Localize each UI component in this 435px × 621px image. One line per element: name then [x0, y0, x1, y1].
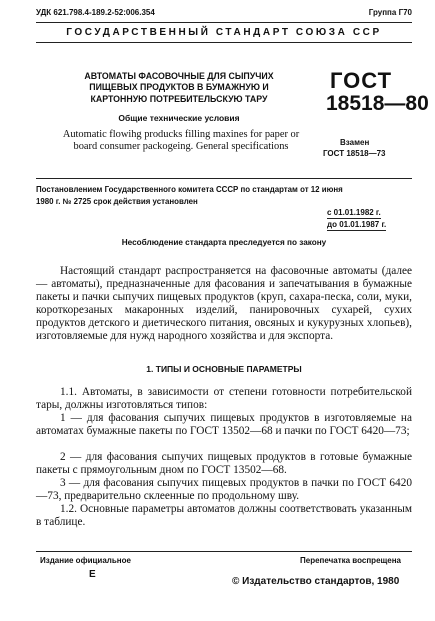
document-subtitle: Общие технические условия [118, 113, 240, 123]
udk-code: УДК 621.798.4-189.2-52:006.354 [36, 8, 155, 17]
intro-paragraph: Настоящий стандарт распространяется на фасовочные автоматы (далее — автоматы), предназначенные для фасования и запечатывания в бумажные пакеты и пачки сыпучих пищевых продуктов (круп, сахара-песка, соли, муки, короткорезаных макаронных изделий, панировочных сухарей, сухих продуктов детского и диетического питания, овсяных и кукурузных хлопьев), изготовляемые для нужд народного хозяйства и для экспорта. [36, 265, 412, 342]
english-title-line: Automatic flowihg producks filling maxines for paper or [62, 129, 300, 140]
top-rule [36, 22, 412, 23]
english-title [36, 129, 326, 154]
paragraph-type-1: 1 — для фасования сыпучих пищевых продуктов в изготовляемые на автоматах бумажные пакеты по ГОСТ 13502—68 и пачки по ГОСТ 6420—73; [36, 412, 412, 437]
paragraph-1-2: 1.2. Основные параметры автоматов должны соответствовать указанным в таблице. [36, 503, 412, 528]
reprint-notice: Перепечатка воспрещена [300, 556, 401, 565]
edition-letter: Е [89, 569, 96, 580]
official-edition: Издание официальное [40, 556, 131, 565]
title-line: КАРТОННУЮ ПОТРЕБИТЕЛЬСКУЮ ТАРУ [90, 93, 268, 104]
replaced-standard: ГОСТ 18518—73 [323, 149, 386, 158]
document-title [48, 71, 310, 105]
decree-line: 1980 г. № 2725 срок действия установлен [36, 196, 198, 206]
title-line: АВТОМАТЫ ФАСОВОЧНЫЕ ДЛЯ СЫПУЧИХ [84, 71, 274, 81]
copyright: © Издательство стандартов, 1980 [232, 576, 400, 587]
paragraph-type-2: 2 — для фасования сыпучих пищевых продуктов в готовые бумажные пакеты с прямоугольным дном по ГОСТ 13502—68. [36, 451, 412, 476]
state-standard-heading: ГОСУДАРСТВЕННЫЙ СТАНДАРТ СОЮЗА ССР [66, 27, 382, 38]
footer-rule [36, 551, 412, 552]
paragraph-type-3: 3 — для фасования сыпучих пищевых продуктов в пачки по ГОСТ 6420—73, предварительно склеенные по продольному шву. [36, 477, 412, 502]
header-bottom-rule [36, 42, 412, 43]
replaces-label: Взамен [340, 138, 370, 147]
english-title-line: board consumer packogeing. General specifications [73, 141, 289, 153]
title-line: ПИЩЕВЫХ ПРОДУКТОВ В БУМАЖНУЮ И [89, 82, 269, 93]
gost-number: 18518—80 [326, 92, 429, 115]
paragraph-1-1: 1.1. Автоматы, в зависимости от степени готовности потребительской тары, должны изготовляться типов: [36, 386, 412, 411]
decree [36, 184, 412, 207]
section-heading: 1. ТИПЫ И ОСНОВНЫЕ ПАРАМЕТРЫ [146, 364, 302, 374]
validity-from: с 01.01.1982 г. [327, 208, 381, 217]
legal-warning: Несоблюдение стандарта преследуется по закону [121, 238, 327, 247]
decree-line: Постановлением Государственного комитета СССР по стандартам от 12 июня [36, 185, 343, 194]
gost-label: ГОСТ [330, 68, 393, 93]
validity-to: до 01.01.1987 г. [327, 220, 387, 229]
group-code: Группа Г70 [368, 8, 412, 17]
title-bottom-rule [36, 178, 412, 179]
